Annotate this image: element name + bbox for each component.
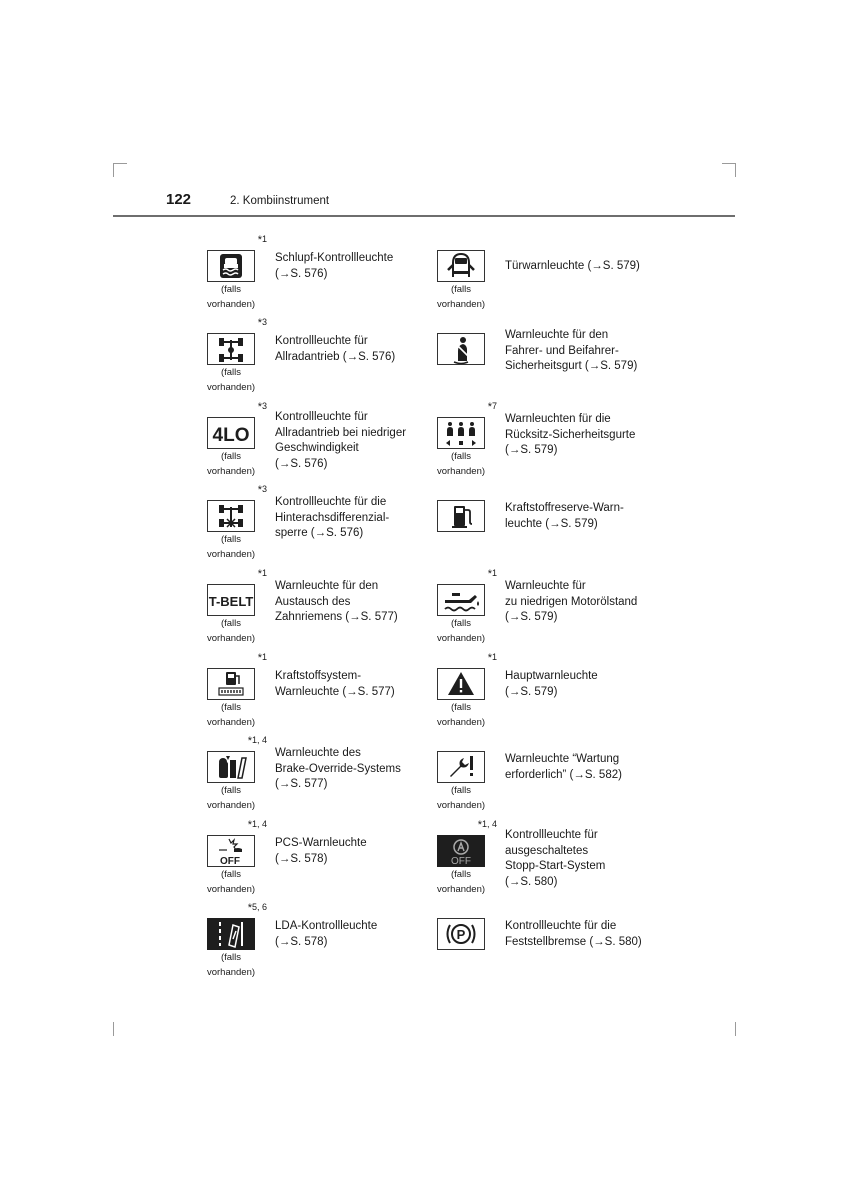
footnote-number: 1, 4 <box>251 735 267 745</box>
description-line: Allradantrieb (→S. 576) <box>275 350 396 363</box>
description-line: Kontrollleuchte für <box>275 411 368 423</box>
availability-note: (falls vorhanden) <box>436 869 486 895</box>
description-line: Warnleuchte (→S. 577) <box>275 685 395 698</box>
brake-override-icon <box>207 751 255 783</box>
description-line: ausgeschaltetes <box>505 844 589 857</box>
description-line: Warnleuchte des <box>275 747 361 759</box>
low-oil-level-icon <box>437 584 485 616</box>
footnote-number: 1, 4 <box>481 819 497 829</box>
description-line: Warnleuchte “Wartung <box>505 753 620 765</box>
footnote-number: 3 <box>261 484 267 494</box>
page-number: 122 <box>166 191 192 208</box>
footnote-number: 7 <box>491 401 497 411</box>
footnote-marker: *1 <box>257 568 267 580</box>
description-line: Warnleuchten für die <box>505 413 611 425</box>
availability-note: (falls vorhanden) <box>206 785 256 811</box>
description-line: (→S. 576) <box>275 458 328 471</box>
availability-note: (falls vorhanden) <box>206 952 256 978</box>
footnote-number: 1 <box>491 652 497 662</box>
svg-text:P: P <box>456 927 466 942</box>
availability-note: (falls vorhanden) <box>206 451 256 477</box>
footnote-marker: *3 <box>257 484 267 496</box>
footnote-number: 1 <box>261 234 267 244</box>
description-line: Türwarnleuchte (→S. 579) <box>505 260 640 272</box>
footnote-marker: *1 <box>257 234 267 246</box>
availability-note: (falls vorhanden) <box>206 284 256 310</box>
footnote-number: 5, 6 <box>251 902 267 912</box>
description-line: Schlupf-Kontrollleuchte <box>275 252 394 264</box>
description-line: (→S. 577) <box>275 778 328 791</box>
t-belt-icon <box>207 584 255 616</box>
four-wheel-drive-icon <box>207 333 255 365</box>
description-line: (→S. 576) <box>275 267 328 280</box>
indicator-description <box>505 501 624 532</box>
footnote-marker: *7 <box>487 401 497 413</box>
stop-start-off-icon <box>437 835 485 867</box>
pcs-off-icon <box>207 835 255 867</box>
footnote-number: 1, 4 <box>251 819 267 829</box>
section-title: 2. Kombiinstrument <box>230 195 330 207</box>
footnote-number: 1 <box>261 568 267 578</box>
indicator-description <box>275 334 395 365</box>
description-line: zu niedrigen Motorölstand <box>505 595 638 608</box>
description-line: Brake-Override-Systems <box>275 762 401 775</box>
description-line: (→S. 578) <box>275 935 328 948</box>
seatbelt-icon <box>437 333 485 365</box>
icon-text: OFF <box>220 856 240 866</box>
description-line: Kontrollleuchte für <box>505 829 598 841</box>
description-line: Stopp-Start-System <box>505 860 606 873</box>
description-line: Rücksitz-Sicherheitsgurte <box>505 428 636 441</box>
availability-note: (falls vorhanden) <box>436 785 486 811</box>
crop-mark-top-right-v <box>735 163 736 177</box>
indicator-description <box>505 328 637 375</box>
description-line: Kontrollleuchte für die <box>275 496 387 508</box>
fuel-system-icon <box>207 668 255 700</box>
slip-indicator-icon <box>207 250 255 282</box>
description-line: PCS-Warnleuchte <box>275 837 367 849</box>
lda-icon <box>207 918 255 950</box>
description-line: (→S. 579) <box>505 444 558 457</box>
footnote-marker: *1 <box>257 652 267 664</box>
description-line: Warnleuchte für den <box>505 329 609 341</box>
description-line: leuchte (→S. 579) <box>505 517 598 530</box>
icon-text: 4LO <box>212 425 250 446</box>
description-line: Austausch des <box>275 595 351 608</box>
header-divider <box>113 215 735 217</box>
availability-note: (falls vorhanden) <box>206 702 256 728</box>
footnote-marker: *1 <box>487 568 497 580</box>
indicator-description <box>505 259 640 275</box>
icon-text: T-BELT <box>208 594 254 609</box>
footnote-number: 1 <box>491 568 497 578</box>
availability-note: (falls vorhanden) <box>206 367 256 393</box>
indicator-description <box>505 828 605 891</box>
availability-note: (falls vorhanden) <box>436 284 486 310</box>
indicator-description <box>275 919 377 950</box>
crop-mark-top-right-h <box>722 163 736 164</box>
availability-note: (falls vorhanden) <box>436 618 486 644</box>
description-line: Warnleuchte für den <box>275 580 379 592</box>
footnote-number: 1 <box>261 652 267 662</box>
description-line: Kontrollleuchte für <box>275 335 368 347</box>
description-line: Sicherheitsgurt (→S. 579) <box>505 360 638 373</box>
indicator-description <box>505 412 635 459</box>
rear-seatbelt-icon <box>437 417 485 449</box>
crop-mark-bottom-left <box>113 1022 114 1036</box>
indicator-description <box>275 410 406 473</box>
availability-note: (falls vorhanden) <box>206 869 256 895</box>
description-line: LDA-Kontrollleuchte <box>275 920 378 932</box>
footnote-number: 3 <box>261 401 267 411</box>
availability-note: (falls vorhanden) <box>436 451 486 477</box>
description-line: Zahnriemens (→S. 577) <box>275 611 398 624</box>
footnote-marker: *1, 4 <box>247 819 267 831</box>
description-line: Kontrollleuchte für die <box>505 920 617 932</box>
description-line: Hinterachsdifferenzial- <box>275 511 390 524</box>
indicator-description <box>505 669 598 700</box>
crop-mark-bottom-right <box>735 1022 736 1036</box>
indicator-description <box>505 919 642 950</box>
indicator-description <box>275 669 395 700</box>
description-line: sperre (→S. 576) <box>275 527 364 540</box>
indicator-description <box>275 746 401 793</box>
crop-mark-top-left-v <box>113 163 114 177</box>
fuel-reserve-icon <box>437 500 485 532</box>
footnote-marker: *1 <box>487 652 497 664</box>
maintenance-required-icon <box>437 751 485 783</box>
footnote-marker: *3 <box>257 317 267 329</box>
footnote-marker: *3 <box>257 401 267 413</box>
footnote-marker: *1, 4 <box>477 819 497 831</box>
availability-note: (falls vorhanden) <box>206 618 256 644</box>
door-warning-icon <box>437 250 485 282</box>
indicator-description <box>505 579 637 626</box>
availability-note: (falls vorhanden) <box>206 534 256 560</box>
footnote-marker: *1, 4 <box>247 735 267 747</box>
crop-mark-top-left-h <box>113 163 127 164</box>
description-line: (→S. 578) <box>275 852 328 865</box>
rear-differential-lock-icon <box>207 500 255 532</box>
indicator-description <box>505 752 622 783</box>
description-line: Feststellbremse (→S. 580) <box>505 935 642 948</box>
description-line: Geschwindigkeit <box>275 442 359 455</box>
master-warning-icon <box>437 668 485 700</box>
description-line: Kraftstoffreserve-Warn- <box>505 502 624 514</box>
availability-note: (falls vorhanden) <box>436 702 486 728</box>
description-line: (→S. 579) <box>505 611 558 624</box>
indicator-description <box>275 495 389 542</box>
indicator-description <box>275 836 367 867</box>
footnote-number: 3 <box>261 317 267 327</box>
icon-text: OFF <box>451 856 471 866</box>
description-line: Hauptwarnleuchte <box>505 670 598 682</box>
description-line: Fahrer- und Beifahrer- <box>505 344 619 357</box>
description-line: Warnleuchte für <box>505 580 586 592</box>
indicator-description <box>275 251 393 282</box>
description-line: (→S. 579) <box>505 685 558 698</box>
description-line: (→S. 580) <box>505 876 558 889</box>
parking-brake-icon <box>437 918 485 950</box>
description-line: Allradantrieb bei niedriger <box>275 426 407 439</box>
description-line: erforderlich” (→S. 582) <box>505 768 622 781</box>
description-line: Kraftstoffsystem- <box>275 670 362 682</box>
4lo-indicator-icon <box>207 417 255 449</box>
indicator-description <box>275 579 398 626</box>
footnote-marker: *5, 6 <box>247 902 267 914</box>
